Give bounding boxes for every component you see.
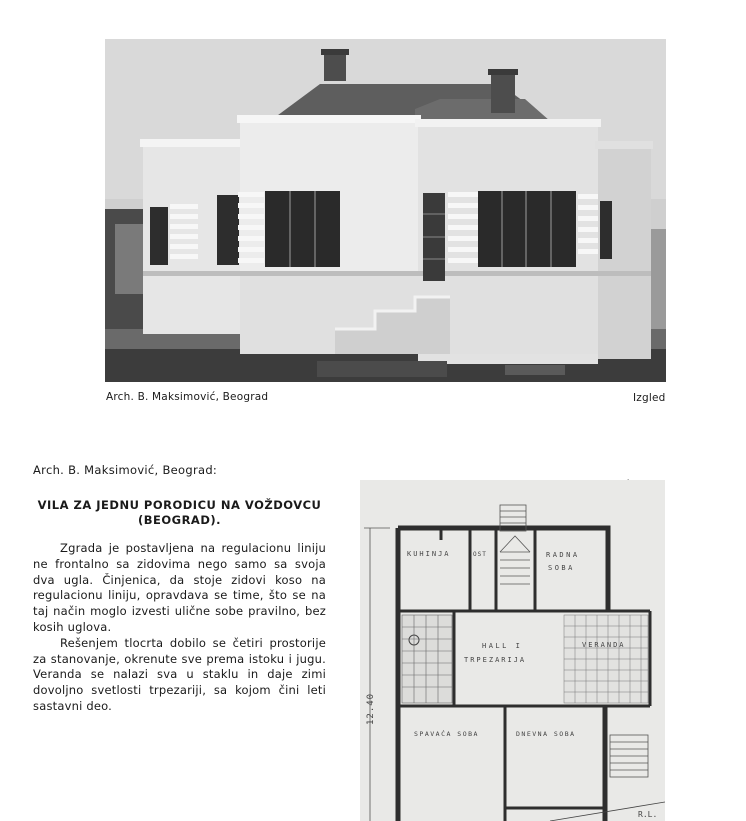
room-trpezarija: TRPEZARIJA [464, 656, 527, 664]
room-ost: OST [473, 551, 487, 558]
article-body [33, 541, 326, 715]
paragraph: Zgrada je postavljena na regulacionu liniju ne frontalno sa zidovima nego samo sa svoja dva ugla. Činjenica, da stoje zidovi koso na regulacionu liniju, opravdava se time, što se na taj način moglo izvesti ulične sobe pravilno, bez kosih uglova. [33, 541, 326, 634]
photo-credit: Arch. B. Maksimović, Beograd [106, 391, 269, 403]
plan-dimension: 12.40 [366, 692, 376, 725]
room-dnevna: DNEVNA SOBA [516, 730, 576, 738]
villa-photo [105, 39, 666, 382]
article-title: VILA ZA JEDNU PORODICU NA VOŽDOVCU (BEOGRAD). [37, 498, 322, 527]
article-byline: Arch. B. Maksimović, Beograd: [33, 463, 218, 477]
regulation-line-label: R.L. [638, 810, 658, 819]
room-veranda: VERANDA [582, 641, 626, 649]
room-spavaca: SPAVAĆA SOBA [414, 730, 479, 738]
room-kuhinja: KUHINJA [407, 550, 451, 558]
photo-label: Izgled [633, 392, 666, 404]
room-hall: HALL I [482, 642, 523, 650]
floor-plan [360, 480, 665, 821]
room-radna: RADNA [546, 551, 580, 559]
room-soba: SOBA [548, 564, 575, 572]
paragraph: Rešenjem tlocrta dobilo se četiri prostorije za stanovanje, okrenute sve prema istoku i jugu. Veranda se nalazi sva u staklu in daje zimi dovoljno svetlosti trpezariji, sa kojom čini leti sastavni deo. [33, 635, 326, 713]
